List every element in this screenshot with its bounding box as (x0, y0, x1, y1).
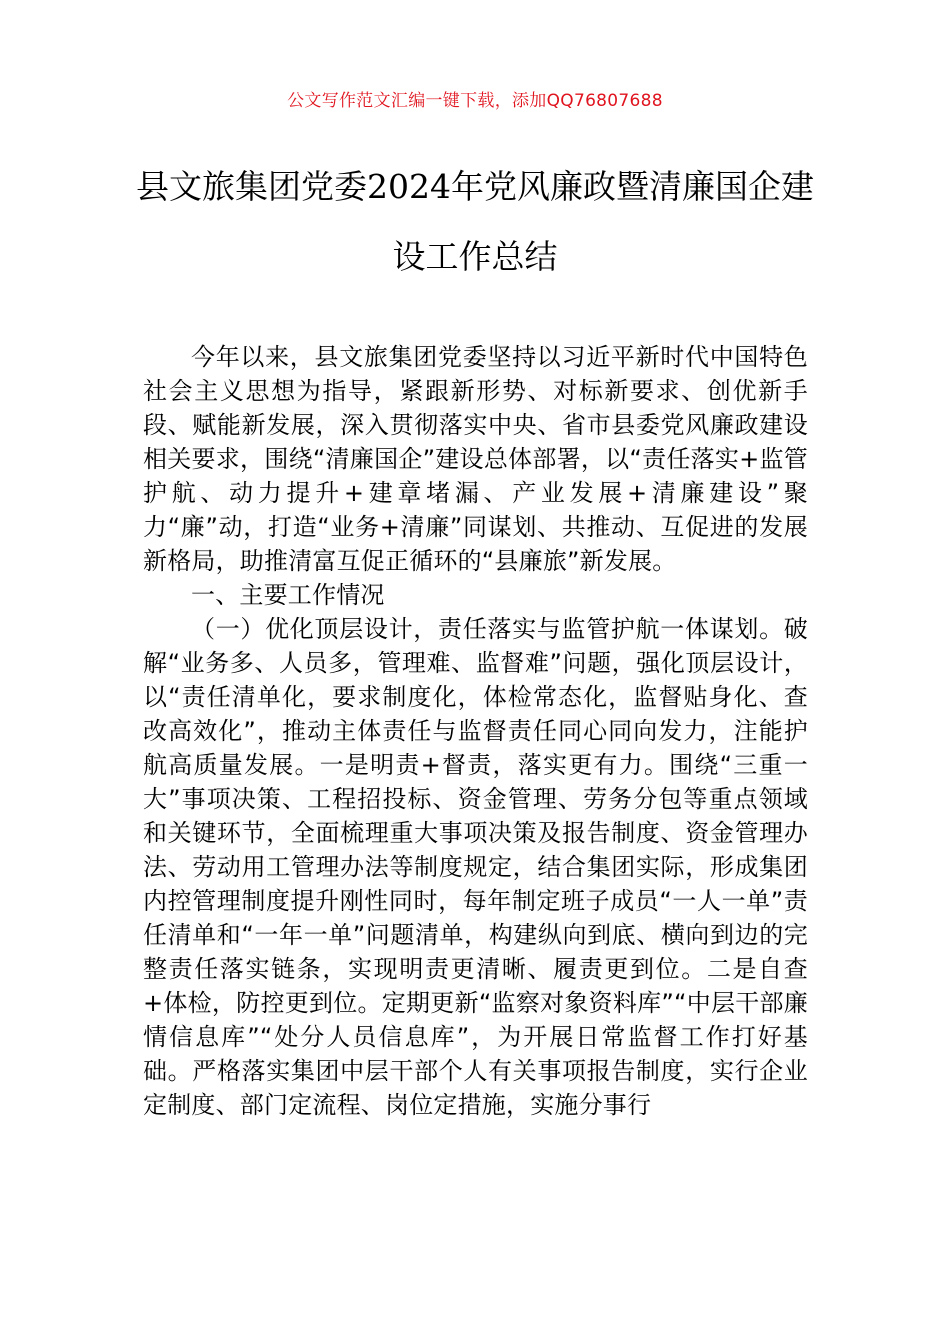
intro-paragraph: 今年以来，县文旅集团党委坚持以习近平新时代中国特色社会主义思想为指导，紧跟新形势、对标新要求、创优新手段、赋能新发展，深入贯彻落实中央、省市县委党风廉政建设相关要求，围绕“清廉国企”建设总体部署，以“责任落实+监管护航、动力提升+建章堵漏、产业发展+清廉建设”聚力“廉”动，打造“业务+清廉”同谋划、共推动、互促进的发展新格局，助推清富互促正循环的“县廉旅”新发展。 (143, 343, 808, 575)
document-body (143, 340, 808, 1122)
document-title: 县文旅集团党委2024年党风廉政暨清廉国企建设工作总结 (136, 167, 814, 276)
body-paragraph: （一）优化顶层设计，责任落实与监管护航一体谋划。破解“业务多、人员多，管理难、监督难”问题，强化顶层设计，以“责任清单化，要求制度化，体检常态化，监督贴身化、查改高效化”，推动主体责任与监督责任同心同向发力，注能护航高质量发展。一是明责+督责，落实更有力。围绕“三重一大”事项决策、工程招投标、资金管理、劳务分包等重点领域和关键环节，全面梳理重大事项决策及报告制度、资金管理办法、劳动用工管理办法等制度规定，结合集团实际，形成集团内控管理制度提升刚性同时，每年制定班子成员“一人一单”责任清单和“一年一单”问题清单，构建纵向到底、横向到边的完整责任落实链条，实现明责更清晰、履责更到位。二是自查+体检，防控更到位。定期更新“监察对象资料库”“中层干部廉情信息库”“处分人员信息库”，为开展日常监督工作打好基础。严格落实集团中层干部个人有关事项报告制度，实行企业定制度、部门定流程、岗位定措施，实施分事行 (143, 615, 808, 1119)
section-heading: 一、主要工作情况 (191, 581, 385, 609)
promo-banner[interactable]: 公文写作范文汇编一键下载，添加QQ76807688 (287, 91, 663, 111)
